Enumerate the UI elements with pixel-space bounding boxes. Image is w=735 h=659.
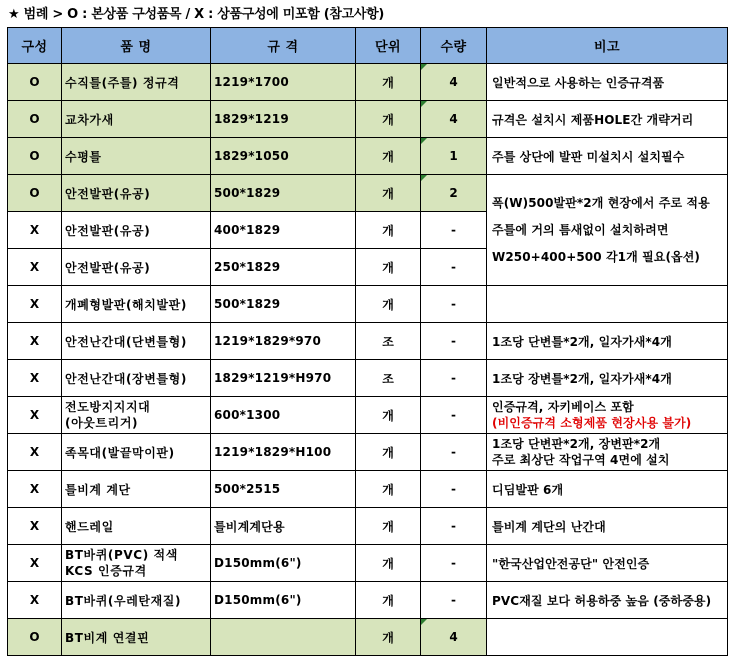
merged-note bbox=[487, 175, 728, 286]
row-mark: O bbox=[8, 175, 62, 212]
row-name: 틀비계 계단 bbox=[62, 471, 211, 508]
row-spec: 400*1829 bbox=[211, 212, 356, 249]
row-qty: - bbox=[421, 582, 487, 619]
header-spec: 규 격 bbox=[211, 28, 356, 64]
row-qty: - bbox=[421, 212, 487, 249]
merged-note-line: W250+400+500 각1개 필요(옵션) bbox=[492, 249, 701, 264]
row-unit: 개 bbox=[356, 101, 421, 138]
row-unit: 조 bbox=[356, 323, 421, 360]
row-qty: - bbox=[421, 397, 487, 434]
header-unit: 단위 bbox=[356, 28, 421, 64]
merged-note-line: 폭(W)500발판*2개 현장에서 주로 적용 bbox=[492, 195, 710, 210]
row-name: 수직틀(주틀) 정규격 bbox=[62, 64, 211, 101]
row-name-line: (아웃트리거) bbox=[65, 416, 139, 430]
row-name: 안전발판(유공) bbox=[62, 249, 211, 286]
row-spec: 1219*1829*H100 bbox=[211, 434, 356, 471]
row-unit: 개 bbox=[356, 212, 421, 249]
row-spec: 500*2515 bbox=[211, 471, 356, 508]
row-note: 규격은 설치시 제품HOLE간 개략거리 bbox=[487, 101, 728, 138]
row-note-line: 인증규격, 자키베이스 포함 bbox=[492, 400, 634, 414]
qty-marker-icon bbox=[421, 619, 427, 625]
row-qty: - bbox=[421, 249, 487, 286]
row-name: 개폐형발판(해치발판) bbox=[62, 286, 211, 323]
row-name: 안전발판(유공) bbox=[62, 175, 211, 212]
table-row bbox=[8, 360, 728, 397]
row-note: 주틀 상단에 발판 미설치시 설치필수 bbox=[487, 138, 728, 175]
row-qty bbox=[421, 619, 487, 656]
merged-note-line: 주틀에 거의 틈새없이 설치하려면 bbox=[492, 222, 669, 237]
row-mark: O bbox=[8, 138, 62, 175]
row-qty: - bbox=[421, 545, 487, 582]
row-mark: O bbox=[8, 619, 62, 656]
row-unit: 개 bbox=[356, 434, 421, 471]
row-qty bbox=[421, 64, 487, 101]
row-name-line: 전도방지지지대 bbox=[65, 400, 151, 414]
row-note bbox=[487, 434, 728, 471]
row-unit: 개 bbox=[356, 64, 421, 101]
row-spec: 1219*1700 bbox=[211, 64, 356, 101]
row-unit: 개 bbox=[356, 249, 421, 286]
row-unit: 개 bbox=[356, 138, 421, 175]
row-unit: 개 bbox=[356, 471, 421, 508]
row-mark: X bbox=[8, 508, 62, 545]
row-qty-value: 1 bbox=[449, 149, 458, 163]
row-note: "한국산업안전공단" 안전인증 bbox=[487, 545, 728, 582]
row-qty-value: 4 bbox=[449, 112, 458, 126]
row-unit: 개 bbox=[356, 508, 421, 545]
qty-marker-icon bbox=[421, 64, 427, 70]
row-mark: X bbox=[8, 434, 62, 471]
table-row bbox=[8, 138, 728, 175]
row-qty: - bbox=[421, 508, 487, 545]
row-unit: 개 bbox=[356, 397, 421, 434]
row-mark: X bbox=[8, 545, 62, 582]
parts-table bbox=[7, 27, 728, 656]
row-qty bbox=[421, 101, 487, 138]
table-row bbox=[8, 64, 728, 101]
row-note: 디딤발판 6개 bbox=[487, 471, 728, 508]
row-name: 교차가새 bbox=[62, 101, 211, 138]
row-unit: 개 bbox=[356, 175, 421, 212]
row-name: BT비계 연결핀 bbox=[62, 619, 211, 656]
row-spec: 500*1829 bbox=[211, 175, 356, 212]
row-qty bbox=[421, 175, 487, 212]
row-name: 핸드레일 bbox=[62, 508, 211, 545]
table-row bbox=[8, 101, 728, 138]
row-note-line: 주로 최상단 작업구역 4면에 설치 bbox=[492, 453, 670, 467]
row-spec: 600*1300 bbox=[211, 397, 356, 434]
row-spec: 1829*1219 bbox=[211, 101, 356, 138]
row-unit: 개 bbox=[356, 582, 421, 619]
row-note: 1조당 장변틀*2개, 일자가새*4개 bbox=[487, 360, 728, 397]
row-spec: 1829*1050 bbox=[211, 138, 356, 175]
table-row bbox=[8, 619, 728, 656]
table-row bbox=[8, 582, 728, 619]
row-note: PVC재질 보다 허용하중 높음 (중하중용) bbox=[487, 582, 728, 619]
row-name: 족목대(발끝막이판) bbox=[62, 434, 211, 471]
row-mark: O bbox=[8, 64, 62, 101]
row-unit: 조 bbox=[356, 360, 421, 397]
row-name-line: BT바퀴(PVC) 적색 bbox=[65, 548, 178, 562]
row-name: BT바퀴(우레탄재질) bbox=[62, 582, 211, 619]
row-unit: 개 bbox=[356, 286, 421, 323]
table-header-row bbox=[8, 28, 728, 64]
qty-marker-icon bbox=[421, 175, 427, 181]
row-name: 수평틀 bbox=[62, 138, 211, 175]
row-qty: - bbox=[421, 286, 487, 323]
row-qty: - bbox=[421, 471, 487, 508]
row-unit: 개 bbox=[356, 545, 421, 582]
row-mark: X bbox=[8, 582, 62, 619]
row-name: 안전발판(유공) bbox=[62, 212, 211, 249]
header-note: 비고 bbox=[487, 28, 728, 64]
row-mark: X bbox=[8, 471, 62, 508]
row-note bbox=[487, 286, 728, 323]
legend: ★ 범례 > O : 본상품 구성품목 / X : 상품구성에 미포함 (참고사항) bbox=[8, 7, 385, 22]
row-qty-value: 4 bbox=[449, 75, 458, 89]
table-row bbox=[8, 286, 728, 323]
row-spec: D150mm(6") bbox=[211, 545, 356, 582]
row-spec: 1829*1219*H970 bbox=[211, 360, 356, 397]
warning-note: (비인증규격 소형제품 현장사용 불가) bbox=[492, 416, 692, 430]
table-row bbox=[8, 397, 728, 434]
row-note-line: 1조당 단변판*2개, 장변판*2개 bbox=[492, 437, 661, 451]
row-spec bbox=[211, 619, 356, 656]
table-row bbox=[8, 471, 728, 508]
row-mark: X bbox=[8, 249, 62, 286]
row-qty-value: 4 bbox=[449, 630, 458, 644]
row-mark: O bbox=[8, 101, 62, 138]
row-note: 일반적으로 사용하는 인증규격품 bbox=[487, 64, 728, 101]
row-note: 틀비계 계단의 난간대 bbox=[487, 508, 728, 545]
table-row bbox=[8, 175, 728, 212]
row-name bbox=[62, 397, 211, 434]
header-name: 품 명 bbox=[62, 28, 211, 64]
header-mark: 구성 bbox=[8, 28, 62, 64]
table-row bbox=[8, 545, 728, 582]
row-note bbox=[487, 397, 728, 434]
row-qty: - bbox=[421, 434, 487, 471]
table-row bbox=[8, 434, 728, 471]
row-spec: 500*1829 bbox=[211, 286, 356, 323]
row-name bbox=[62, 545, 211, 582]
row-mark: X bbox=[8, 286, 62, 323]
row-name: 안전난간대(단변틀형) bbox=[62, 323, 211, 360]
row-mark: X bbox=[8, 212, 62, 249]
row-mark: X bbox=[8, 397, 62, 434]
row-name-line: KCS 인증규격 bbox=[65, 564, 147, 578]
row-qty-value: 2 bbox=[449, 186, 458, 200]
qty-marker-icon bbox=[421, 138, 427, 144]
row-unit: 개 bbox=[356, 619, 421, 656]
table-row bbox=[8, 323, 728, 360]
qty-marker-icon bbox=[421, 101, 427, 107]
row-spec: 틀비계계단용 bbox=[211, 508, 356, 545]
row-qty bbox=[421, 138, 487, 175]
row-spec: 1219*1829*970 bbox=[211, 323, 356, 360]
row-note: 1조당 단변틀*2개, 일자가새*4개 bbox=[487, 323, 728, 360]
row-note bbox=[487, 619, 728, 656]
row-spec: 250*1829 bbox=[211, 249, 356, 286]
row-mark: X bbox=[8, 360, 62, 397]
row-mark: X bbox=[8, 323, 62, 360]
row-name: 안전난간대(장변틀형) bbox=[62, 360, 211, 397]
row-qty: - bbox=[421, 323, 487, 360]
row-spec: D150mm(6") bbox=[211, 582, 356, 619]
header-qty: 수량 bbox=[421, 28, 487, 64]
row-qty: - bbox=[421, 360, 487, 397]
table-row bbox=[8, 508, 728, 545]
